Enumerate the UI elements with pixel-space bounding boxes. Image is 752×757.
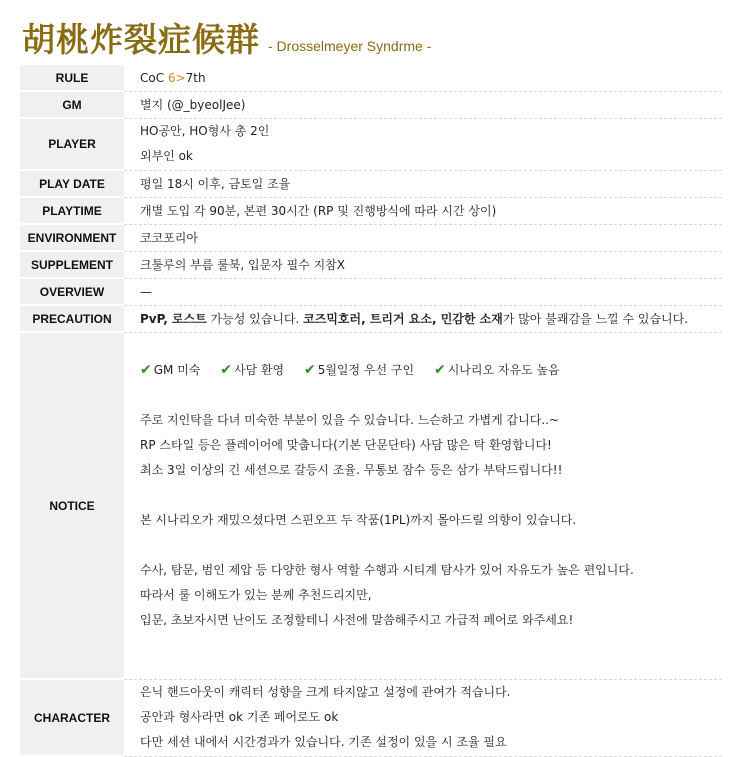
notice-value (124, 332, 722, 679)
page-title: 胡桃炸裂症候群 (22, 20, 260, 59)
character-line: 공안과 형사라면 ok 기존 페어로도 ok (140, 710, 339, 724)
check-label: 사담 환영 (233, 362, 285, 377)
rule-arrow: > (175, 70, 186, 85)
row-rule (20, 65, 722, 91)
check-item (140, 358, 200, 383)
row-playtime (20, 197, 722, 224)
character-line: 다만 세션 내에서 시간경과가 있습니다. 기존 설정이 있을 시 조율 필요 (140, 735, 507, 749)
rule-value (124, 65, 722, 91)
overview-label: OVERVIEW (20, 278, 124, 305)
checkmark-icon: ✔ (140, 361, 152, 378)
row-gm (20, 91, 722, 118)
notice-line: 따라서 룰 이해도가 있는 분께 추천드리지만, (140, 587, 372, 602)
row-play-date (20, 170, 722, 197)
supplement-value: 크툴루의 부름 룰북, 입문자 필수 지참X (124, 251, 722, 278)
checkmark-icon: ✔ (303, 361, 316, 378)
title-bar (22, 12, 431, 62)
notice-label: NOTICE (20, 332, 124, 679)
precaution-label: PRECAUTION (20, 305, 124, 332)
row-overview (20, 278, 722, 305)
notice-line: 입문, 초보자시면 난이도 조정할테니 사전에 말씀해주시고 가급적 페어로 와주세요! (140, 612, 574, 627)
check-item (304, 358, 414, 383)
rule-prefix: CoC (140, 70, 168, 85)
player-value (124, 118, 722, 170)
notice-checklist (140, 358, 722, 383)
row-player (20, 118, 722, 170)
precaution-text-1: 가능성 있습니다. (206, 312, 304, 326)
precaution-text-2: 가 많아 불쾌감을 느낄 수 있습니다. (502, 312, 689, 326)
check-label: 5월일정 우선 구인 (317, 362, 415, 377)
playtime-label: PLAYTIME (20, 197, 124, 224)
row-supplement (20, 251, 722, 278)
row-environment (20, 224, 722, 251)
notice-line: 본 시나리오가 재밌으셨다면 스핀오프 두 작품(1PL)까지 몰아드릴 의향이 있습니다. (140, 512, 577, 527)
checkmark-icon: ✔ (220, 361, 232, 378)
character-value (124, 679, 722, 756)
player-line: HO공안, HO형사 총 2인 (140, 124, 270, 138)
notice-line: 주로 지인탁을 다녀 미숙한 부분이 있을 수 있습니다. 느슨하고 가볍게 갑니다..~ (140, 412, 559, 427)
notice-line: 최소 3일 이상의 긴 세션으로 갈등시 조율. 무통보 잠수 등은 삼가 부탁드립니다!! (140, 462, 563, 477)
play-date-label: PLAY DATE (20, 170, 124, 197)
precaution-value (124, 305, 722, 332)
character-label: CHARACTER (20, 679, 124, 756)
notice-line: 수사, 탐문, 범인 제압 등 다양한 형사 역할 수행과 시티계 탐사가 있어 자유도가 높은 편입니다. (140, 562, 634, 577)
row-character (20, 679, 722, 756)
check-label: 시나리오 자유도 높음 (447, 362, 560, 377)
rule-version-from: 6 (167, 70, 176, 85)
precaution-bold-2: 코즈믹호러, 트리거 요소, 민감한 소재 (303, 312, 503, 326)
check-item (434, 358, 560, 383)
overview-value: — (124, 278, 722, 305)
page-subtitle: - Drosselmeyer Syndrme - (268, 38, 432, 54)
play-date-value: 평일 18시 이후, 금토일 조율 (124, 170, 722, 197)
row-precaution (20, 305, 722, 332)
check-label: GM 미숙 (153, 362, 201, 377)
player-line: 외부인 ok (140, 149, 193, 163)
notice-line: RP 스타일 등은 플레이어에 맞춥니다(기본 단문단타) 사담 많은 탁 환영합니다! (140, 437, 552, 452)
player-label: PLAYER (20, 118, 124, 170)
row-notice (20, 332, 722, 679)
rule-label: RULE (20, 65, 124, 91)
gm-label: GM (20, 91, 124, 118)
playtime-value: 개별 도입 각 90분, 본편 30시간 (RP 및 진행방식에 따라 시간 상이) (124, 197, 722, 224)
character-line: 은닉 핸드아웃이 캐릭터 성향을 크게 타지않고 설정에 관여가 적습니다. (140, 685, 511, 699)
supplement-label: SUPPLEMENT (20, 251, 124, 278)
precaution-bold-1: PvP, 로스트 (140, 312, 207, 326)
rule-version-to: 7th (185, 70, 206, 85)
environment-label: ENVIRONMENT (20, 224, 124, 251)
gm-value: 별지 (@_byeolJee) (124, 91, 722, 118)
environment-value: 코코포리아 (124, 224, 722, 251)
info-table (20, 65, 722, 757)
checkmark-icon: ✔ (433, 361, 446, 378)
check-item (220, 358, 284, 383)
